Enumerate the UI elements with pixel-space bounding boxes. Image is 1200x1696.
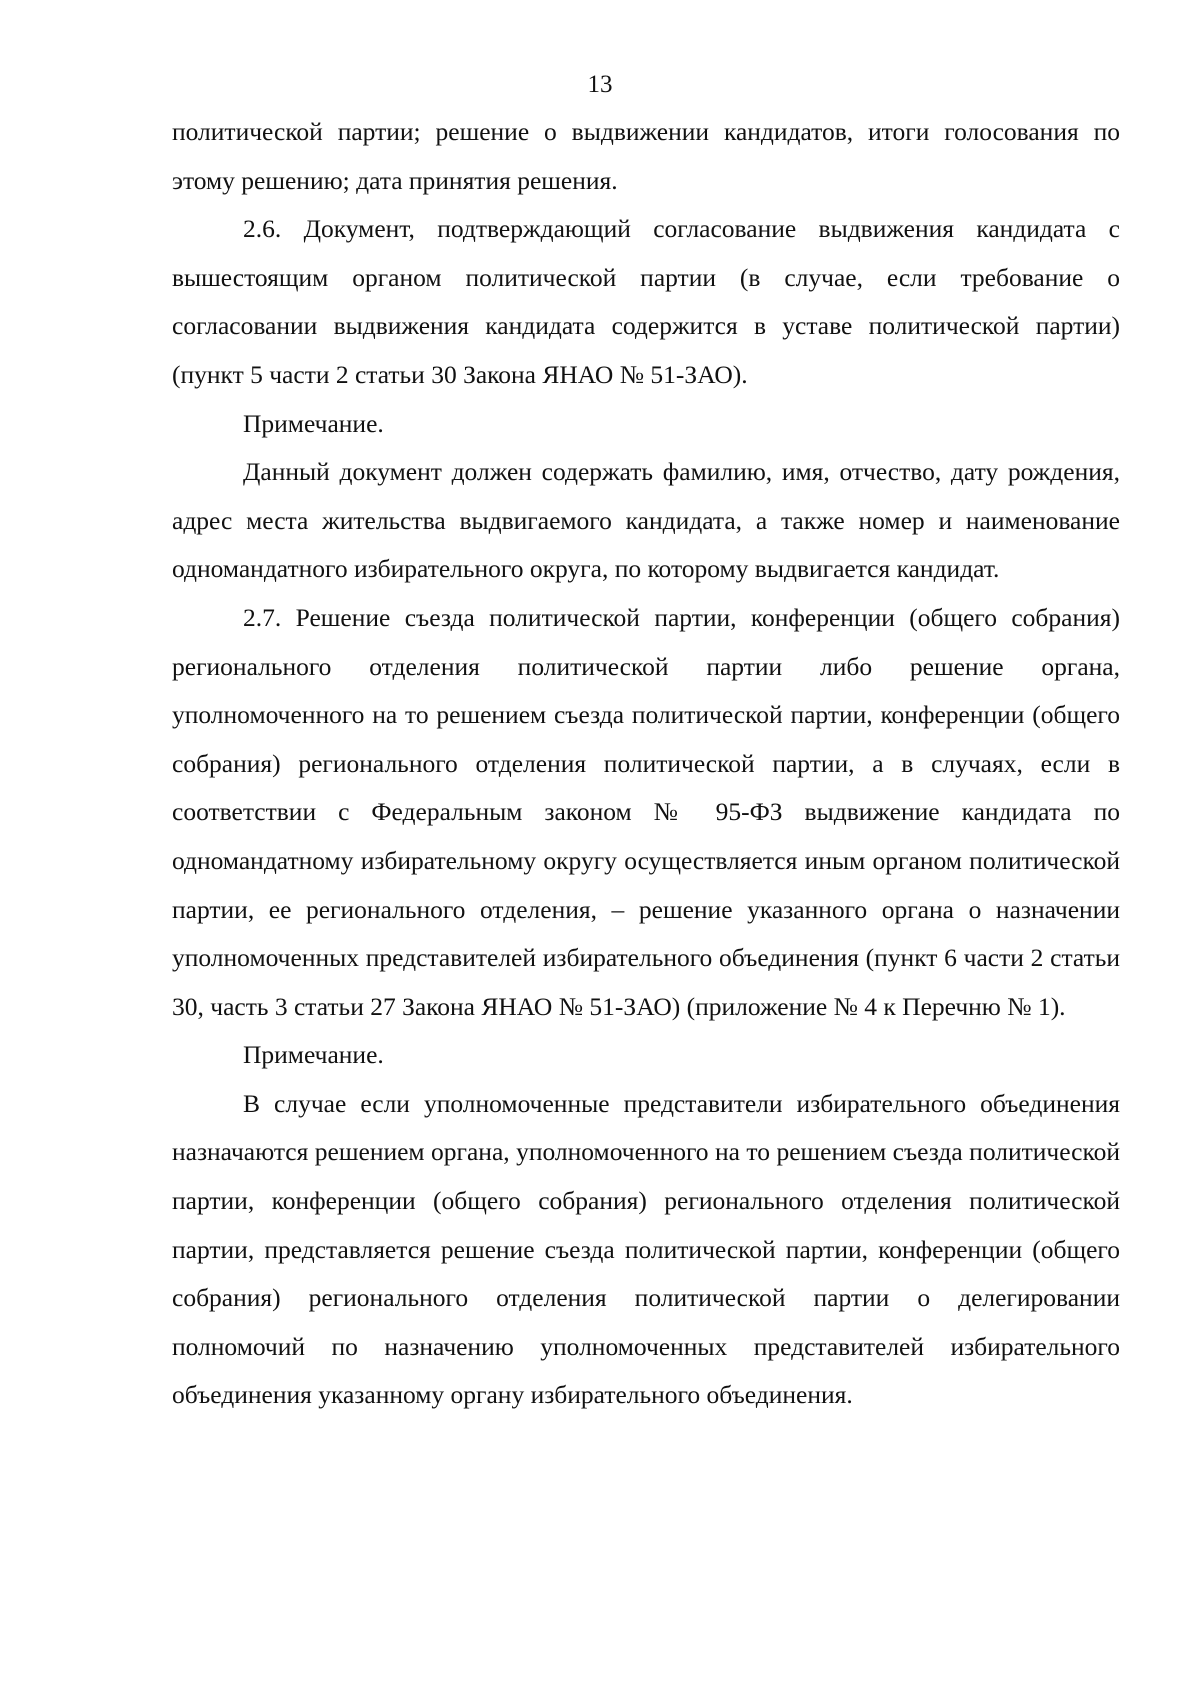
- paragraph-note-heading: Примечание.: [243, 408, 384, 438]
- paragraph-item-2-6: 2.6. Документ, подтверждающий согласование выдвижения кандидата с вышестоящим органом политической партии (в случае, если требование о согласовании выдвижения кандидата содержится в уставе политической партии) (пункт 5 части 2 статьи 30 Закона ЯНАО № 51-ЗАО).: [172, 214, 1120, 389]
- document-body: [172, 108, 1120, 1420]
- page-number: 13: [587, 71, 613, 98]
- paragraph-note-text: Данный документ должен содержать фамилию, имя, отчество, дату рождения, адрес места жительства выдвигаемого кандидата, а также номер и наименование одномандатного избирательного округа, по которому выдвигается кандидат.: [172, 457, 1120, 584]
- paragraph-item-2-7: 2.7. Решение съезда политической партии, конференции (общего собрания) регионального отделения политической партии либо решение органа, уполномоченного на то решением съезда политической партии, конференции (общего собрания) регионального отделения политической партии, а в случаях, если в соответствии с Федеральным законом № 95-ФЗ выдвижение кандидата по одномандатному избирательному округу осуществляется иным органом политической партии, ее регионального отделения, – решение указанного органа о назначении уполномоченных представителей избирательного объединения (пункт 6 части 2 статьи 30, часть 3 статьи 27 Закона ЯНАО № 51-ЗАО) (приложение № 4 к Перечню № 1).: [172, 602, 1120, 1021]
- paragraph-continuation: политической партии; решение о выдвижении кандидатов, итоги голосования по этому решению; дата принятия решения.: [172, 117, 1120, 195]
- paragraph-note-heading: Примечание.: [243, 1040, 384, 1070]
- paragraph-note-text: В случае если уполномоченные представители избирательного объединения назначаются решением органа, уполномоченного на то решением съезда политической партии, конференции (общего собрания) регионального отделения политической партии, представляется решение съезда политической партии, конференции (общего собрания) регионального отделения политической партии о делегировании полномочий по назначению уполномоченных представителей избирательного объединения указанному органу избирательного объединения.: [172, 1088, 1120, 1410]
